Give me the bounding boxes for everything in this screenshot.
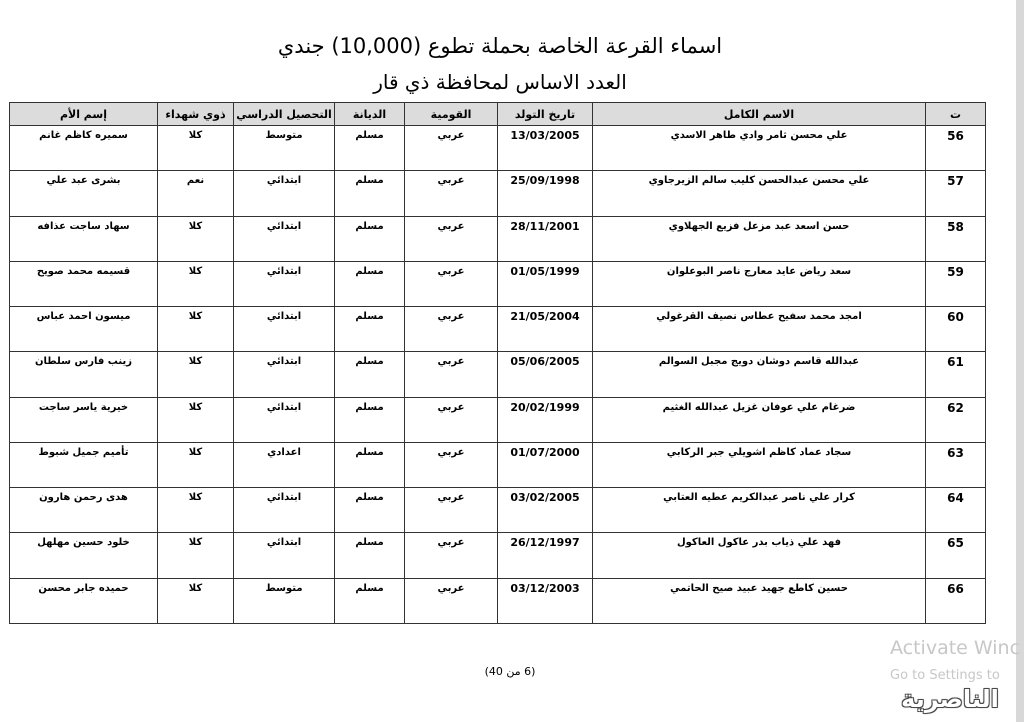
martyr-family-cell: نعم xyxy=(158,171,234,216)
table-row xyxy=(10,171,986,216)
mother-name-cell: بشرى عبد علي xyxy=(10,171,158,216)
martyr-family-cell: كلا xyxy=(158,533,234,578)
education-level-cell: ابتدائي xyxy=(234,261,335,306)
full-name-cell: كرار علي ناصر عبدالكريم عطيه العتابي xyxy=(593,488,926,533)
religion-cell: مسلم xyxy=(335,442,405,487)
ethnicity-cell: عربي xyxy=(405,442,498,487)
full-name-cell: ضرغام علي عوفان غزيل عبدالله الغثيم xyxy=(593,397,926,442)
religion-cell: مسلم xyxy=(335,261,405,306)
education-level-cell: ابتدائي xyxy=(234,216,335,261)
full-name-cell: حسين كاطع جهيد عبيد صيح الحاتمي xyxy=(593,578,926,623)
column-header: الاسم الكامل xyxy=(593,103,926,126)
education-level-cell: متوسط xyxy=(234,126,335,171)
column-header: الديانة xyxy=(335,103,405,126)
row-number-cell: 60 xyxy=(926,307,986,352)
column-header: القومية xyxy=(405,103,498,126)
martyr-family-cell: كلا xyxy=(158,352,234,397)
martyr-family-cell: كلا xyxy=(158,397,234,442)
mother-name-cell: هدى رحمن هارون xyxy=(10,488,158,533)
birth-date-cell: 03/12/2003 xyxy=(498,578,593,623)
full-name-cell: امجد محمد سفيح عطاس نصيف القرغولي xyxy=(593,307,926,352)
birth-date-cell: 13/03/2005 xyxy=(498,126,593,171)
row-number-cell: 65 xyxy=(926,533,986,578)
mother-name-cell: حميده جابر محسن xyxy=(10,578,158,623)
page-number: (6 من 40) xyxy=(484,665,536,678)
martyr-family-cell: كلا xyxy=(158,488,234,533)
religion-cell: مسلم xyxy=(335,397,405,442)
education-level-cell: ابتدائي xyxy=(234,307,335,352)
row-number-cell: 61 xyxy=(926,352,986,397)
birth-date-cell: 01/05/1999 xyxy=(498,261,593,306)
table-row xyxy=(10,397,986,442)
page-subtitle: العدد الاساس لمحافظة ذي قار xyxy=(373,70,627,94)
activate-windows-line1: Activate Winc xyxy=(890,637,1021,659)
mother-name-cell: قسيمه محمد صويح xyxy=(10,261,158,306)
roster-table xyxy=(9,102,986,624)
religion-cell: مسلم xyxy=(335,216,405,261)
row-number-cell: 62 xyxy=(926,397,986,442)
column-header: التحصيل الدراسي xyxy=(234,103,335,126)
mother-name-cell: سهاد ساجت عذافه xyxy=(10,216,158,261)
ethnicity-cell: عربي xyxy=(405,533,498,578)
birth-date-cell: 26/12/1997 xyxy=(498,533,593,578)
education-level-cell: ابتدائي xyxy=(234,397,335,442)
table-row xyxy=(10,126,986,171)
mother-name-cell: ميسون احمد عباس xyxy=(10,307,158,352)
martyr-family-cell: كلا xyxy=(158,216,234,261)
table-row xyxy=(10,216,986,261)
martyr-family-cell: كلا xyxy=(158,307,234,352)
birth-date-cell: 03/02/2005 xyxy=(498,488,593,533)
martyr-family-cell: كلا xyxy=(158,442,234,487)
education-level-cell: متوسط xyxy=(234,578,335,623)
full-name-cell: سجاد عماد كاظم اشويلي جبر الركابي xyxy=(593,442,926,487)
column-header: ذوي شهداء xyxy=(158,103,234,126)
ethnicity-cell: عربي xyxy=(405,171,498,216)
right-edge-bar xyxy=(1016,0,1024,722)
column-header: تاريخ التولد xyxy=(498,103,593,126)
full-name-cell: فهد علي ذياب بدر عاكول العاكول xyxy=(593,533,926,578)
religion-cell: مسلم xyxy=(335,307,405,352)
full-name-cell: علي محسن عبدالحسن كليب سالم الزيرجاوي xyxy=(593,171,926,216)
birth-date-cell: 28/11/2001 xyxy=(498,216,593,261)
table-header-row xyxy=(10,103,986,126)
birth-date-cell: 05/06/2005 xyxy=(498,352,593,397)
column-header: إسم الأم xyxy=(10,103,158,126)
ethnicity-cell: عربي xyxy=(405,307,498,352)
religion-cell: مسلم xyxy=(335,171,405,216)
birth-date-cell: 01/07/2000 xyxy=(498,442,593,487)
birth-date-cell: 20/02/1999 xyxy=(498,397,593,442)
religion-cell: مسلم xyxy=(335,126,405,171)
ethnicity-cell: عربي xyxy=(405,488,498,533)
mother-name-cell: تأميم جميل شبوط xyxy=(10,442,158,487)
ethnicity-cell: عربي xyxy=(405,578,498,623)
religion-cell: مسلم xyxy=(335,352,405,397)
education-level-cell: ابتدائي xyxy=(234,171,335,216)
martyr-family-cell: كلا xyxy=(158,126,234,171)
mother-name-cell: سميره كاظم غانم xyxy=(10,126,158,171)
full-name-cell: علي محسن ثامر وادي طاهر الاسدي xyxy=(593,126,926,171)
row-number-cell: 57 xyxy=(926,171,986,216)
row-number-cell: 58 xyxy=(926,216,986,261)
table-row xyxy=(10,533,986,578)
ethnicity-cell: عربي xyxy=(405,216,498,261)
mother-name-cell: خيرية ياسر ساجت xyxy=(10,397,158,442)
logo-text: الناصرية xyxy=(901,685,999,713)
table-row xyxy=(10,261,986,306)
mother-name-cell: زينب فارس سلطان xyxy=(10,352,158,397)
table-row xyxy=(10,442,986,487)
martyr-family-cell: كلا xyxy=(158,261,234,306)
full-name-cell: سعد رياض عايد معارج ناصر البوعلوان xyxy=(593,261,926,306)
mother-name-cell: خلود حسين مهلهل xyxy=(10,533,158,578)
ethnicity-cell: عربي xyxy=(405,261,498,306)
full-name-cell: عبدالله قاسم دوشان دويج مجبل السوالم xyxy=(593,352,926,397)
activate-windows-line2: Go to Settings to xyxy=(890,668,1000,683)
channel-logo xyxy=(888,680,1012,718)
row-number-cell: 66 xyxy=(926,578,986,623)
ethnicity-cell: عربي xyxy=(405,397,498,442)
ethnicity-cell: عربي xyxy=(405,126,498,171)
table-row xyxy=(10,488,986,533)
column-header: ت xyxy=(926,103,986,126)
education-level-cell: اعدادي xyxy=(234,442,335,487)
table-row xyxy=(10,578,986,623)
religion-cell: مسلم xyxy=(335,533,405,578)
martyr-family-cell: كلا xyxy=(158,578,234,623)
religion-cell: مسلم xyxy=(335,578,405,623)
table-row xyxy=(10,307,986,352)
table-row xyxy=(10,352,986,397)
row-number-cell: 64 xyxy=(926,488,986,533)
row-number-cell: 56 xyxy=(926,126,986,171)
education-level-cell: ابتدائي xyxy=(234,533,335,578)
page-title: اسماء القرعة الخاصة بحملة تطوع (10,000) جندي xyxy=(277,34,723,58)
full-name-cell: حسن اسعد عبد مزعل فزيع الجهلاوي xyxy=(593,216,926,261)
birth-date-cell: 25/09/1998 xyxy=(498,171,593,216)
birth-date-cell: 21/05/2004 xyxy=(498,307,593,352)
row-number-cell: 59 xyxy=(926,261,986,306)
ethnicity-cell: عربي xyxy=(405,352,498,397)
education-level-cell: ابتدائي xyxy=(234,352,335,397)
religion-cell: مسلم xyxy=(335,488,405,533)
row-number-cell: 63 xyxy=(926,442,986,487)
education-level-cell: ابتدائي xyxy=(234,488,335,533)
